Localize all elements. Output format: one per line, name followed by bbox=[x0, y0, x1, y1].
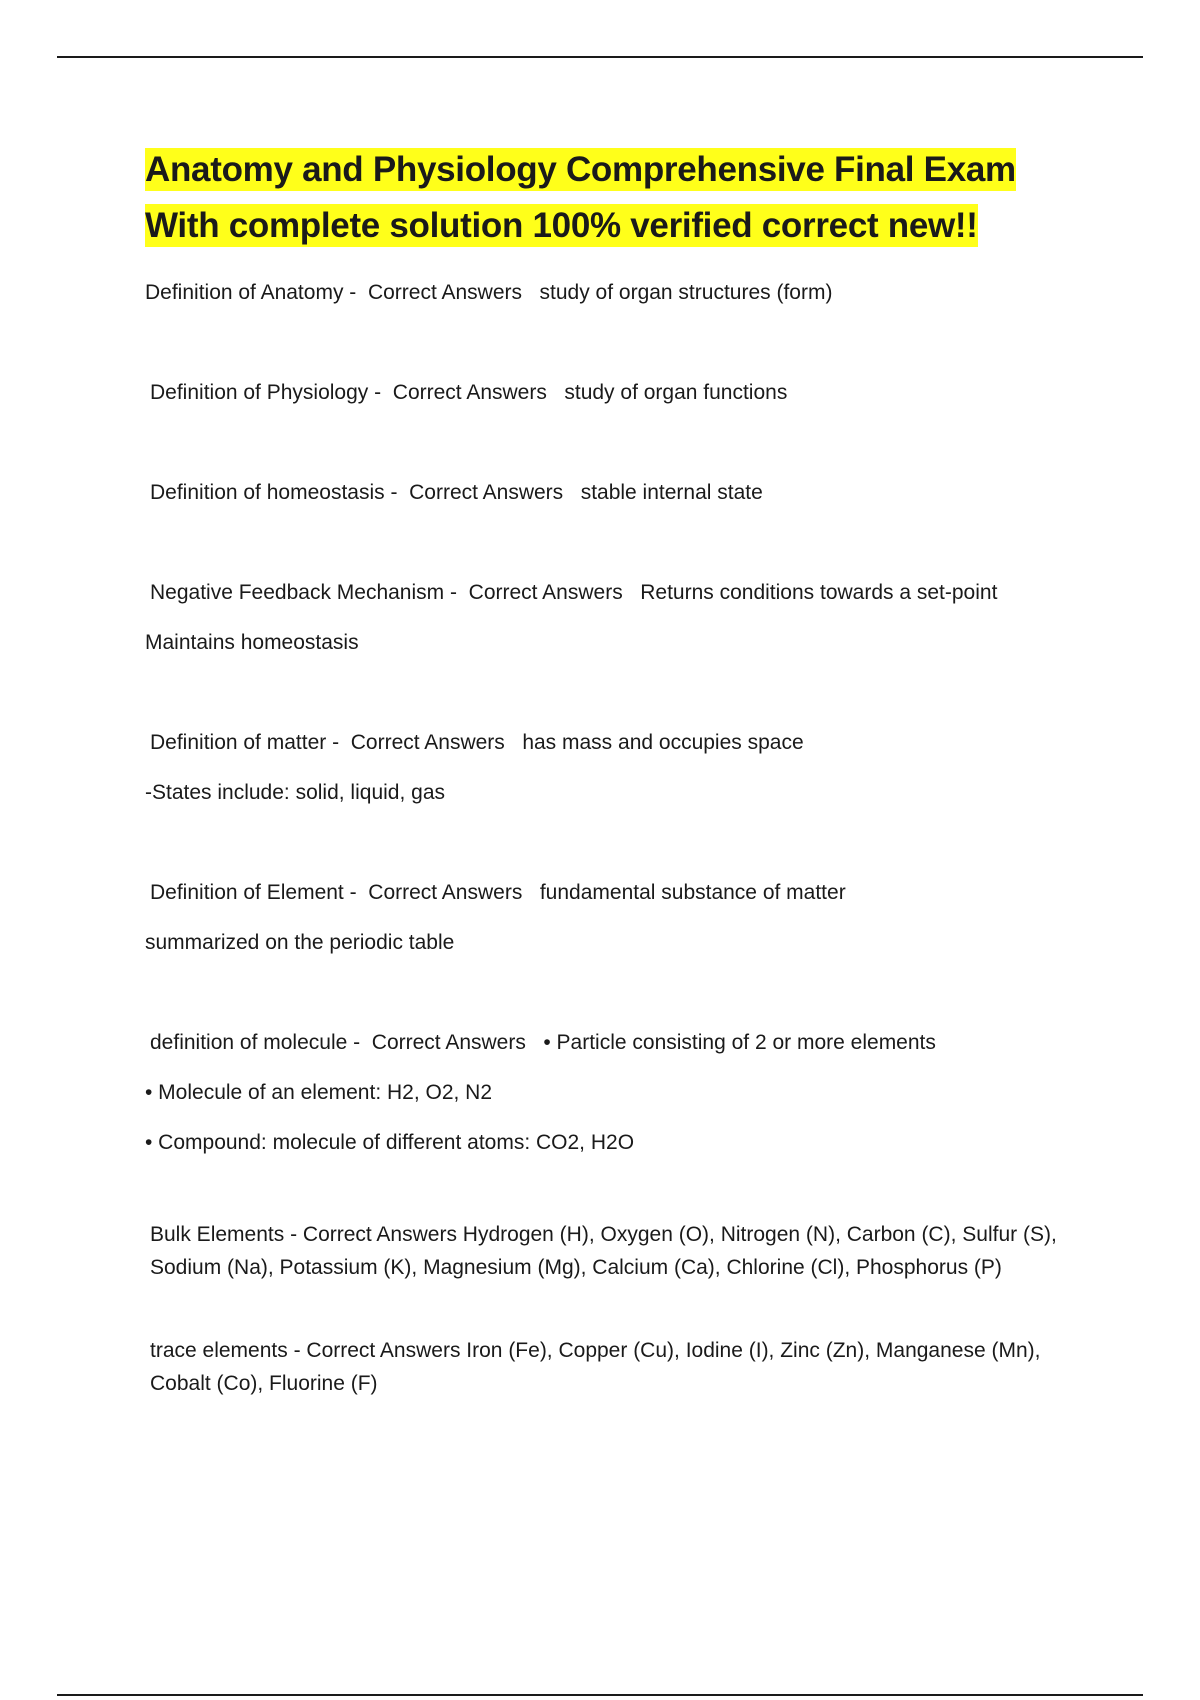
document-body bbox=[145, 142, 1065, 1450]
title-line-1: Anatomy and Physiology Comprehensive Final Exam bbox=[145, 150, 1016, 189]
qa-answer: Hydrogen (H), Oxygen (O), Nitrogen (N), Carbon (C), Sulfur (S), Sodium (Na), Potassium (K), Magnesium (Mg), Calcium (Ca), Chlorine (Cl), Phosphorus (P) bbox=[150, 1223, 1057, 1279]
qa-entry bbox=[145, 468, 1065, 518]
qa-answer: has mass and occupies space bbox=[522, 731, 804, 754]
qa-question-line: Definition of Element - Correct Answers fundamental substance of matter bbox=[150, 881, 846, 904]
qa-entry bbox=[145, 868, 1065, 968]
qa-entry bbox=[145, 1218, 1065, 1284]
qa-term: Negative Feedback Mechanism bbox=[150, 581, 445, 604]
qa-question-line: trace elements - Correct Answers Iron (Fe), Copper (Cu), Iodine (I), Zinc (Zn), Manganese (Mn), Cobalt (Co), Fluorine (F) bbox=[150, 1339, 1041, 1395]
qa-answer-label: Correct Answers bbox=[371, 1031, 526, 1054]
qa-question-line: Definition of Anatomy - Correct Answers study of organ structures (form) bbox=[145, 281, 833, 304]
qa-answer-label: Correct Answers bbox=[468, 581, 623, 604]
qa-entry bbox=[145, 368, 1065, 418]
qa-entry bbox=[145, 1018, 1065, 1168]
qa-answer-detail: -States include: solid, liquid, gas bbox=[145, 781, 445, 804]
qa-answer-label: Correct Answers bbox=[367, 281, 522, 304]
qa-term: Definition of Element bbox=[150, 881, 344, 904]
qa-term: definition of molecule bbox=[150, 1031, 348, 1054]
qa-answer-label: Correct Answers bbox=[392, 381, 547, 404]
qa-question-line: Definition of Physiology - Correct Answers study of organ functions bbox=[150, 381, 788, 404]
qa-term: Definition of homeostasis bbox=[150, 481, 385, 504]
qa-entry bbox=[145, 718, 1065, 818]
qa-term: trace elements bbox=[150, 1339, 288, 1362]
qa-answer-detail: Maintains homeostasis bbox=[145, 631, 359, 654]
qa-answer-label: Correct Answers bbox=[368, 881, 523, 904]
qa-question-line: Bulk Elements - Correct Answers Hydrogen (H), Oxygen (O), Nitrogen (N), Carbon (C), Sulfur (S), Sodium (Na), Potassium (K), Magnesium (Mg), Calcium (Ca), Chlorine (Cl), Phosphorus (P) bbox=[150, 1223, 1057, 1279]
qa-answer: Iron (Fe), Copper (Cu), Iodine (I), Zinc (Zn), Manganese (Mn), Cobalt (Co), Fluorine (F) bbox=[150, 1339, 1041, 1395]
qa-answer-label: Correct Answers bbox=[409, 481, 564, 504]
qa-entry bbox=[145, 268, 1065, 318]
qa-term: Bulk Elements bbox=[150, 1223, 285, 1246]
qa-term: Definition of Physiology bbox=[150, 381, 369, 404]
qa-answer: Returns conditions towards a set-point bbox=[640, 581, 998, 604]
header-rule bbox=[57, 56, 1143, 58]
qa-list bbox=[145, 268, 1065, 1400]
qa-answer: fundamental substance of matter bbox=[539, 881, 846, 904]
qa-term: Definition of matter bbox=[150, 731, 327, 754]
qa-answer-label: Correct Answers bbox=[350, 731, 505, 754]
qa-entry bbox=[145, 1334, 1065, 1400]
qa-answer-detail: summarized on the periodic table bbox=[145, 931, 455, 954]
qa-answer-detail: • Molecule of an element: H2, O2, N2 bbox=[145, 1081, 493, 1104]
qa-answer-label: Correct Answers bbox=[306, 1339, 461, 1362]
qa-answer: study of organ structures (form) bbox=[539, 281, 833, 304]
qa-entry bbox=[145, 568, 1065, 668]
title-line-2: With complete solution 100% verified correct new!! bbox=[145, 206, 978, 245]
qa-answer: study of organ functions bbox=[564, 381, 788, 404]
qa-question-line: Definition of homeostasis - Correct Answers stable internal state bbox=[150, 481, 763, 504]
qa-term: Definition of Anatomy bbox=[145, 281, 344, 304]
qa-answer: • Particle consisting of 2 or more elements bbox=[543, 1031, 936, 1054]
footer-rule bbox=[57, 1694, 1143, 1696]
qa-question-line: Negative Feedback Mechanism - Correct Answers Returns conditions towards a set-point bbox=[150, 581, 998, 604]
qa-answer-label: Correct Answers bbox=[302, 1223, 457, 1246]
qa-answer: stable internal state bbox=[580, 481, 763, 504]
page-title bbox=[145, 142, 1065, 254]
qa-question-line: definition of molecule - Correct Answers • Particle consisting of 2 or more elements bbox=[150, 1031, 936, 1054]
qa-question-line: Definition of matter - Correct Answers has mass and occupies space bbox=[150, 731, 804, 754]
qa-answer-detail: • Compound: molecule of different atoms: CO2, H2O bbox=[145, 1131, 635, 1154]
